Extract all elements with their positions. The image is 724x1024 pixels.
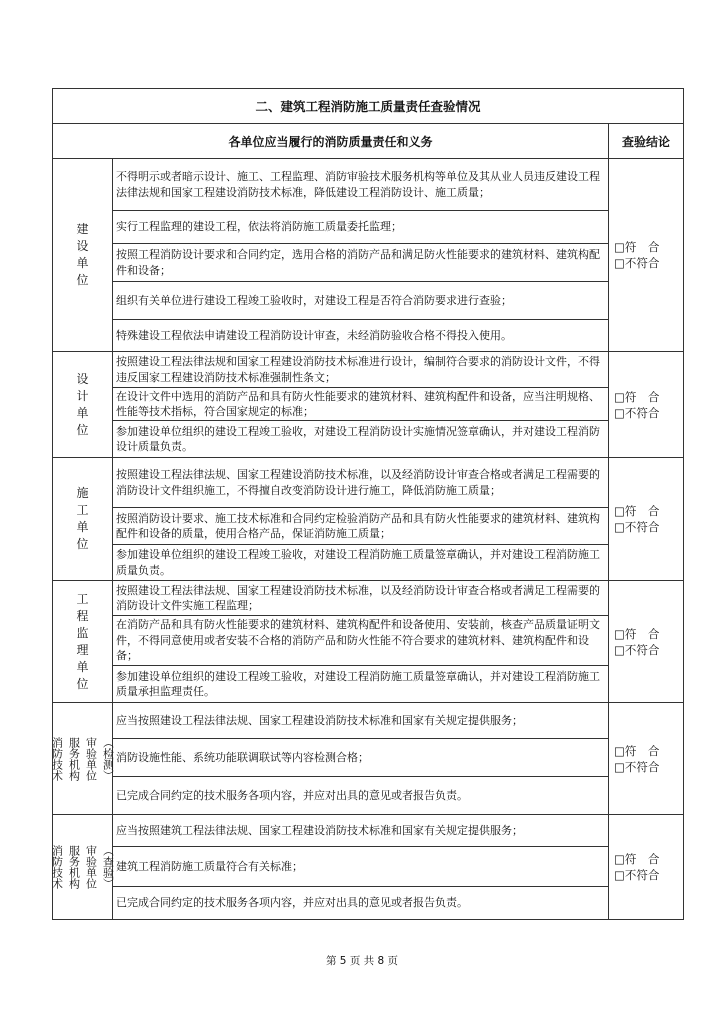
header-duties: 各单位应当履行的消防质量责任和义务: [53, 124, 609, 159]
unit-name: [53, 352, 113, 458]
conclusion-cell: [609, 352, 684, 458]
duty-item: 按照建设工程法律法规、国家工程建设消防技术标准，以及经消防设计审查合格或者满足工程需要的消防设计文件实施工程监理；: [113, 581, 608, 616]
pass-checkbox[interactable]: □符 合: [614, 743, 660, 758]
unit-name-col: 消防技术: [50, 845, 64, 889]
form-table: [52, 88, 684, 920]
unit-row-design: [53, 352, 684, 458]
duty-item: 消防设施性能、系统功能联调联试等内容检测合格；: [113, 739, 608, 777]
duty-items: [113, 581, 609, 703]
duty-item: 特殊建设工程依法申请建设工程消防设计审查，未经消防验收合格不得投入使用。: [116, 328, 512, 342]
unit-name-text: 设 计 单 位: [76, 371, 89, 437]
conclusion-cell: [609, 581, 684, 703]
conclusion-cell: [609, 703, 684, 815]
unit-name: [53, 458, 113, 581]
fail-checkbox[interactable]: □不符合: [614, 520, 660, 534]
duty-item: 建筑工程消防施工质量符合有关标准；: [113, 847, 608, 887]
unit-name-col: 审验单位: [84, 845, 98, 889]
duty-item: 按照工程消防设计要求和合同约定，选用合格的消防产品和满足防火性能要求的建筑材料、建筑构配件和设备；: [113, 244, 608, 282]
unit-name-text: 施 工 单 位: [76, 486, 89, 551]
unit-row-inspection-agency: [53, 815, 684, 920]
duty-item: 参加建设单位组织的建设工程竣工验收，对建设工程消防施工质量签章确认，并对建设工程消防施工质量承担监理责任。: [116, 669, 600, 698]
unit-name: [50, 815, 115, 920]
duty-item: 按照消防设计要求、施工技术标准和合同约定检验消防产品和具有防火性能要求的建筑材料、建筑构配件和设备的质量，使用合格产品，保证消防施工质量；: [113, 508, 608, 545]
duty-item: 按照建设工程法律法规、国家工程建设消防技术标准，以及经消防设计审查合格或者满足工程需要的消防设计文件组织施工，不得擅自改变消防设计进行施工，降低消防施工质量；: [113, 458, 608, 508]
unit-name-col: 服务机构: [67, 736, 81, 781]
duty-item: 在设计文件中选用的消防产品和具有防火性能要求的建筑材料、建筑构配件和设备，应当注明规格、性能等技术指标，符合国家规定的标准；: [113, 388, 608, 421]
duty-items: [113, 703, 609, 815]
responsibility-check-form: [52, 88, 683, 920]
duty-item: 实行工程监理的建设工程，依法将消防施工质量委托监理；: [113, 211, 608, 244]
pass-checkbox[interactable]: □符 合: [614, 389, 660, 404]
duty-item: 不得明示或者暗示设计、施工、工程监理、消防审验技术服务机构等单位及其从业人员违反建设工程法律法规和国家工程建设消防技术标准，降低建设工程消防设计、施工质量；: [113, 159, 608, 211]
unit-name: [50, 703, 115, 815]
unit-name-col: 服务机构: [67, 845, 81, 889]
page-number: 第 5 页 共 8 页: [325, 955, 399, 967]
duty-item: 按照建设工程法律法规和国家工程建设消防技术标准进行设计，编制符合要求的消防设计文件，不得违反国家工程建设消防技术标准强制性条文；: [113, 352, 608, 388]
duty-item: 参加建设单位组织的建设工程竣工验收，对建设工程消防施工质量签章确认，并对建设工程消防施工质量负责。: [116, 548, 600, 577]
fail-checkbox[interactable]: □不符合: [614, 868, 660, 882]
header-conclusion: 查验结论: [609, 124, 684, 159]
conclusion-cell: [609, 159, 684, 352]
duty-item: 应当按照建设工程法律法规、国家工程建设消防技术标准和国家有关规定提供服务；: [113, 703, 608, 739]
fail-checkbox[interactable]: □不符合: [614, 642, 660, 657]
unit-name-text: 工 程 监 理 单 位: [76, 591, 89, 691]
unit-name-text: 建 设 单 位: [76, 222, 89, 287]
pass-checkbox[interactable]: □符 合: [614, 852, 660, 866]
fail-checkbox[interactable]: □不符合: [614, 759, 660, 774]
conclusion-cell: [609, 458, 684, 581]
unit-name-col: （查验）: [101, 845, 115, 889]
fail-checkbox[interactable]: □不符合: [614, 405, 660, 420]
unit-name-col: 消防技术: [50, 736, 64, 781]
duty-item: 应当按照建筑工程法律法规、国家工程建设消防技术标准和国家有关规定提供服务；: [113, 815, 608, 847]
unit-row-contractor: [53, 458, 684, 581]
pass-checkbox[interactable]: □符 合: [614, 626, 660, 641]
unit-name-col: （检测）: [101, 736, 115, 781]
unit-row-supervision: [53, 581, 684, 703]
duty-items: [113, 352, 609, 458]
duty-items: [113, 159, 609, 352]
duty-item: 参加建设单位组织的建设工程竣工验收，对建设工程消防设计实施情况签章确认，并对建设工程消防设计质量负责。: [116, 424, 600, 453]
duty-items: [113, 458, 609, 581]
duty-item: 在消防产品和具有防火性能要求的建筑材料、建筑构配件和设备使用、安装前，核查产品质量证明文件，不得同意使用或者安装不合格的消防产品和防火性能不符合要求的建筑材料、建筑构配件和设备；: [113, 616, 608, 666]
pass-checkbox[interactable]: □符 合: [614, 240, 660, 254]
unit-row-testing-agency: [53, 703, 684, 815]
fail-checkbox[interactable]: □不符合: [614, 256, 660, 270]
pass-checkbox[interactable]: □符 合: [614, 504, 660, 518]
unit-name-col: 审验单位: [84, 736, 98, 781]
unit-name: [53, 159, 113, 352]
conclusion-cell: [609, 815, 684, 920]
duty-items: [113, 815, 609, 920]
section-title: 二、建筑工程消防施工质量责任查验情况: [53, 89, 684, 124]
duty-item: 已完成合同约定的技术服务各项内容，并应对出具的意见或者报告负责。: [116, 788, 468, 802]
unit-row-construction-owner: [53, 159, 684, 352]
unit-name: [53, 581, 113, 703]
duty-item: 已完成合同约定的技术服务各项内容，并应对出具的意见或者报告负责。: [116, 896, 468, 910]
duty-item: 组织有关单位进行建设工程竣工验收时，对建设工程是否符合消防要求进行查验；: [113, 282, 608, 320]
